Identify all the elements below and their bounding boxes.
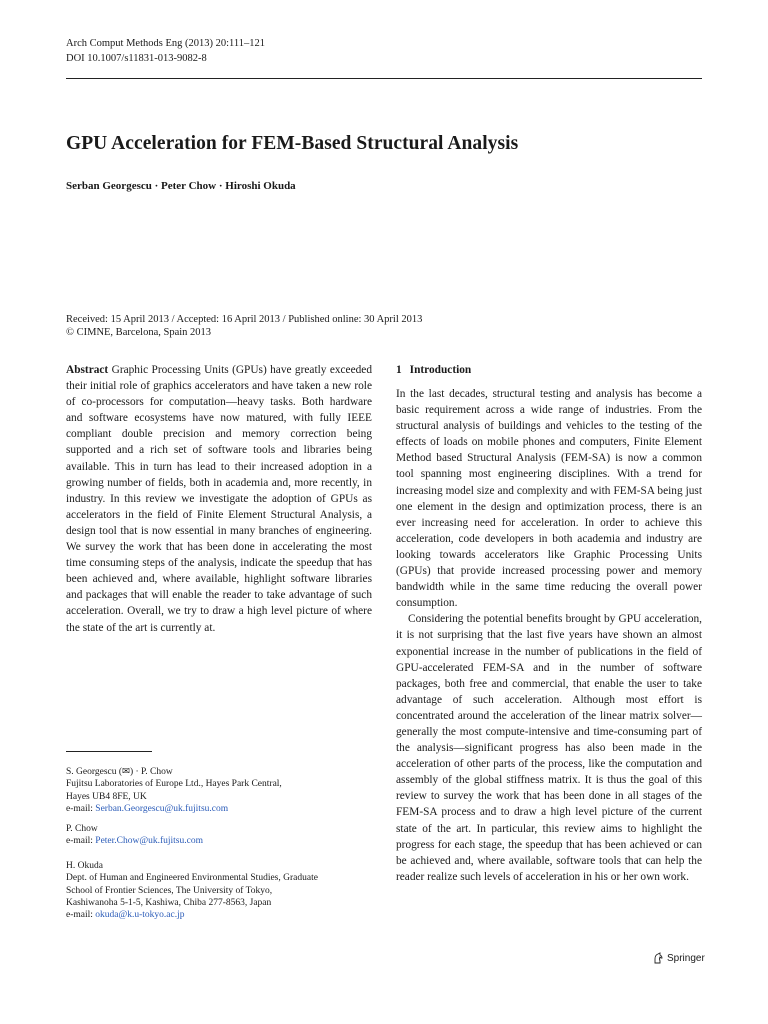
affiliation-authors: P. Chow	[66, 824, 98, 834]
section-number: 1	[396, 364, 402, 376]
email-link-chow[interactable]: Peter.Chow@uk.fujitsu.com	[95, 836, 203, 847]
affiliation-address: Kashiwanoha 5-1-5, Kashiwa, Chiba 277-8563, Japan	[66, 897, 272, 908]
email-link-okuda[interactable]: okuda@k.u-tokyo.ac.jp	[95, 910, 185, 921]
abstract-text: Graphic Processing Units (GPUs) have greatly exceeded their initial role of graphics accelerators and have taken a new role of co-processors for computation—heavy tasks. Both hardware and software ecosystems have now matured, with fully IEEE compliant double precision and memory correction being supported and a rich set of software tools and libraries being available. This in turn has lead to their increased adoption in a growing number of fields, both in academia and, more recently, in industry. In this review we investigate the adoption of GPUs as accelerators in the field of Finite Element Structural Analysis, a design tool that is now essential in many branches of engineering. We survey the work that has been done in accelerating the most time consuming steps of the analysis, indicate the speedup that has been achieved and, where available, highlight software libraries and packages that will enable the reader to take advantage of such acceleration. Overall, we try to draw a high level picture of where the state of the art is currently at.	[66, 364, 373, 634]
article-title: GPU Acceleration for FEM-Based Structural Analysis	[66, 133, 519, 154]
abstract-block	[66, 362, 372, 636]
intro-paragraph-2: Considering the potential benefits brought by GPU acceleration, it is not surprising that the last five years have shown an almost exponential increase in the number of publications in the field of GPU-accelerated FEM-SA and in the number of software packages, both free and commercial, that enable the user to take advantage of such acceleration. Although most effort is concentrated around the acceleration of the linear matrix solver—generally the most compute-intensive and time-consuming part of the analysis—significant progress has also been made in the acceleration of other parts of the process, like the computation and assembly of the global stiffness matrix. It is thus the goal of this review to survey the work that has been done in all stages of the FEM-SA process and to draw a high level picture of the current state of the art. In particular, this review aims to highlight the progress for each stage, the speedup that has been achieved or can be achieved and, where available, software tools that can help the reader realize such levels of acceleration in his or her own work.	[396, 613, 702, 883]
email-label: e-mail:	[66, 803, 96, 814]
dates-line: Received: 15 April 2013 / Accepted: 16 April 2013 / Published online: 30 April 2013	[66, 314, 423, 325]
author-list: Serban Georgescu · Peter Chow · Hiroshi Okuda	[66, 180, 296, 192]
affiliation-institution: School of Frontier Sciences, The University of Tokyo,	[66, 885, 273, 896]
publisher-logo	[652, 952, 705, 964]
affiliation-authors: S. Georgescu (✉) · P. Chow	[66, 767, 173, 777]
publisher-name: Springer	[667, 952, 705, 964]
running-header	[66, 36, 265, 66]
affiliation-department: Dept. of Human and Engineered Environmental Studies, Graduate	[66, 873, 318, 884]
journal-citation: Arch Comput Methods Eng (2013) 20:111–121	[66, 38, 265, 49]
copyright-line: © CIMNE, Barcelona, Spain 2013	[66, 327, 212, 338]
affiliation-address: Hayes UB4 8FE, UK	[66, 791, 147, 802]
affiliation-okuda	[66, 860, 376, 921]
publication-dates	[66, 313, 422, 339]
introduction-body	[396, 386, 702, 885]
abstract-label: Abstract	[66, 364, 109, 376]
doi: DOI 10.1007/s11831-013-9082-8	[66, 53, 207, 64]
footnote-rule	[66, 751, 152, 752]
section-title: Introduction	[409, 364, 472, 376]
header-rule	[66, 78, 702, 79]
email-label: e-mail:	[66, 910, 96, 921]
affiliation-chow	[66, 823, 376, 848]
section-heading	[396, 364, 471, 376]
affiliation-georgescu	[66, 766, 376, 815]
email-link-georgescu[interactable]: Serban.Georgescu@uk.fujitsu.com	[95, 803, 229, 814]
email-label: e-mail:	[66, 836, 96, 847]
affiliation-institution: Fujitsu Laboratories of Europe Ltd., Hayes Park Central,	[66, 779, 282, 790]
affiliation-authors: H. Okuda	[66, 861, 103, 871]
springer-horse-icon	[652, 952, 664, 964]
intro-paragraph-1: In the last decades, structural testing and analysis has become a basic requirement across a wide range of industries. From the structural analysis of buildings and vehicles to the testing of the effects of loads on mobile phones and computers, Finite Element Method based Structural Analysis (FEM-SA) is now a common tool spanning most engineering disciplines. With a trend for increasing model size and complexity and with FEM-SA being just one element in the design and optimization process, there is an ever increasing need for acceleration. In order to achieve this acceleration, code developers in both academia and industry are looking towards accelerators like Graphic Processing Units (GPUs) that provide increased processing power and memory bandwidth while in the same time reducing the overall power consumption.	[396, 388, 702, 610]
